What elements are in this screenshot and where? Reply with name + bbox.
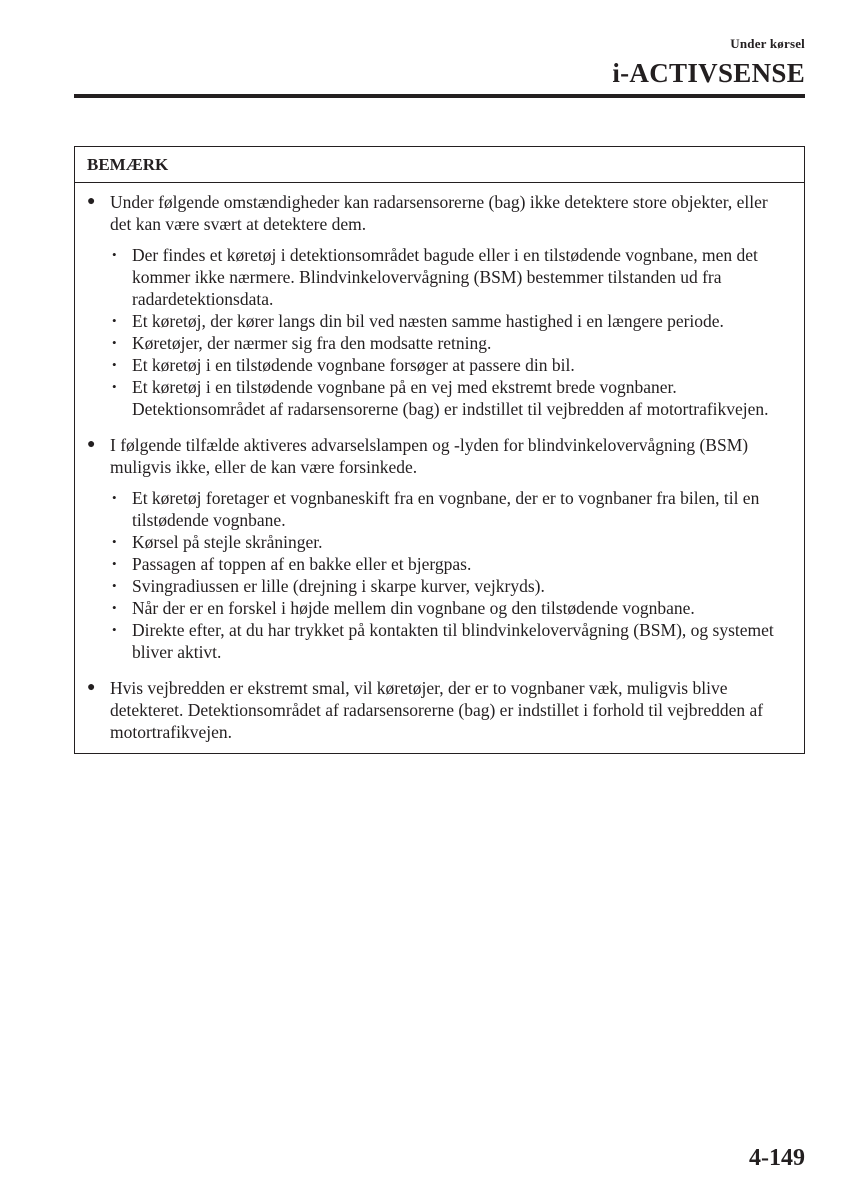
chapter-title: i-ACTIVSENSE [612,58,805,88]
sub-item [110,575,792,597]
sub-bullet-icon: • [112,247,117,262]
sub-item [110,487,792,531]
header-rule [74,94,805,98]
sub-item-text: Når der er en forskel i højde mellem din vognbane og den tilstødende vognbane. [132,598,695,618]
sub-bullet-icon: • [112,600,117,615]
sub-item [110,354,792,376]
sub-item [110,376,792,420]
sub-item [110,531,792,553]
sub-bullet-icon: • [112,578,117,593]
running-header [612,36,805,88]
sub-item-text: Direkte efter, at du har trykket på kontakten til blindvinkelovervågning (BSM), og systemet bliver aktivt. [132,620,774,662]
note-list [87,191,792,743]
sub-item-text: Køretøjer, der nærmer sig fra den modsatte retning. [132,333,492,353]
sub-item [110,332,792,354]
sub-item-text: Et køretøj foretager et vognbaneskift fra en vognbane, der er to vognbaner fra bilen, til en tilstødende vognbane. [132,488,760,530]
sub-item-text: Der findes et køretøj i detektionsområdet bagude eller i en tilstødende vognbane, men det kommer ikke nærmere. Blindvinkelovervågning (BSM) bestemmer tilstanden ud fra radardetektionsdata. [132,245,758,309]
sub-item [110,244,792,310]
section-name: Under kørsel [730,36,805,51]
bullet-icon: ● [87,194,96,209]
note-item [87,191,792,420]
sub-item-text: Et køretøj, der kører langs din bil ved næsten samme hastighed i en længere periode. [132,311,724,331]
sub-item [110,310,792,332]
sub-list [110,487,792,663]
sub-item-text: Et køretøj i en tilstødende vognbane forsøger at passere din bil. [132,355,575,375]
sub-item [110,553,792,575]
sub-item-text: Et køretøj i en tilstødende vognbane på en vej med ekstremt brede vognbaner. Detektionsområdet af radarsensorerne (bag) er indstillet til vejbredden af motortrafikvejen. [132,377,769,419]
note-box [74,146,805,754]
sub-bullet-icon: • [112,313,117,328]
sub-bullet-icon: • [112,379,117,394]
sub-bullet-icon: • [112,357,117,372]
note-item-text: Hvis vejbredden er ekstremt smal, vil køretøjer, der er to vognbaner væk, muligvis blive detekteret. Detektionsområdet af radarsensorerne (bag) er indstillet i forhold til vejbredden af motortrafikvejen. [110,678,764,742]
note-heading: BEMÆRK [75,147,804,183]
sub-bullet-icon: • [112,335,117,350]
note-item [87,677,792,743]
sub-bullet-icon: • [112,490,117,505]
note-item-text: I følgende tilfælde aktiveres advarselslampen og -lyden for blindvinkelovervågning (BSM) muligvis ikke, eller de kan være forsinkede. [110,435,749,477]
sub-list [110,244,792,420]
sub-bullet-icon: • [112,556,117,571]
sub-item-text: Passagen af toppen af en bakke eller et bjergpas. [132,554,472,574]
note-body [75,183,804,753]
bullet-icon: ● [87,437,96,452]
sub-bullet-icon: • [112,534,117,549]
note-item-text: Under følgende omstændigheder kan radarsensorerne (bag) ikke detektere store objekter, eller det kan være svært at detektere dem. [110,192,768,234]
page-number: 4-149 [749,1145,805,1171]
note-item [87,434,792,663]
sub-item [110,619,792,663]
bullet-icon: ● [87,680,96,695]
sub-item-text: Kørsel på stejle skråninger. [132,532,323,552]
sub-item [110,597,792,619]
sub-bullet-icon: • [112,622,117,637]
sub-item-text: Svingradiussen er lille (drejning i skarpe kurver, vejkryds). [132,576,545,596]
